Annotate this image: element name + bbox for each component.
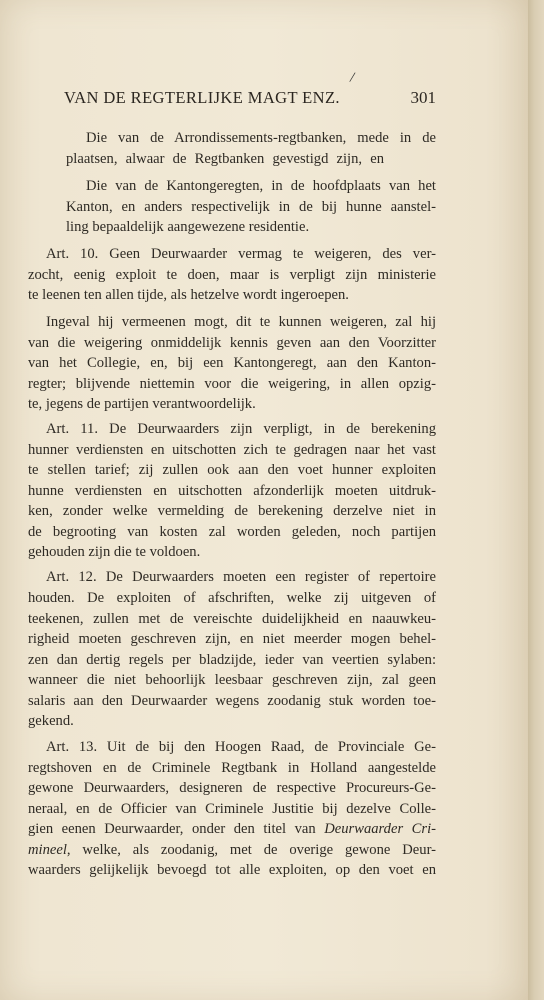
text-line: regter; blijvende niettemin voor die weigering, in allen opzig-	[28, 376, 436, 392]
pencil-mark: /	[348, 69, 356, 87]
text-line: gewone Deurwaarders, designeren de respective Procureurs-Ge-	[28, 780, 436, 796]
text-line: Art. 11. De Deurwaarders zijn verpligt, in de berekening	[46, 421, 436, 437]
text-line: regtshoven en de Criminele Regtbank in Holland aangestelde	[28, 760, 436, 776]
text-line: Art. 13. Uit de bij den Hoogen Raad, de Provinciale Ge-	[46, 739, 436, 755]
text-line: zen dan dertig regels per bladzijde, ieder van veertien sylaben:	[28, 652, 436, 668]
text-line: gien eenen Deurwaarder, onder den titel van Deurwaarder Cri-	[28, 821, 436, 837]
text-line: de begrooting van kosten zal worden geleden, noch partijen	[28, 524, 436, 540]
text-line: gehouden zijn die te voldoen.	[28, 544, 201, 560]
text-line: houden. De exploiten of afschriften, welke zij uitgeven of	[28, 590, 436, 606]
text-line: te leenen ten allen tijde, als hetzelve wordt ingeroepen.	[28, 287, 349, 303]
text-line: salaris aan den Deurwaarder wegens zoodanig stuk worden toe-	[28, 693, 436, 709]
text-line: gekend.	[28, 713, 74, 729]
running-title: VAN DE REGTERLIJKE MAGT ENZ.	[64, 88, 340, 107]
text-line: Art. 10. Geen Deurwaarder vermag te weigeren, des ver-	[46, 246, 436, 262]
running-header	[64, 88, 436, 114]
text-line: righeid moeten geschreven zijn, en niet meerder mogen behel-	[28, 631, 436, 647]
page-number: 301	[410, 88, 436, 107]
text-line: wanneer die niet behoorlijk leesbaar geschreven zijn, zal geen	[28, 672, 436, 688]
text-line: Art. 12. De Deurwaarders moeten een register of repertoire	[46, 569, 436, 585]
text-line: zocht, eenig exploit te doen, maar is verpligt zijn ministerie	[28, 267, 436, 283]
text-line: neraal, en de Officier van Criminele Justitie bij dezelve Colle-	[28, 801, 436, 817]
text-line: ken, zonder welke vermelding de berekening derzelve niet in	[28, 503, 436, 519]
text-line: teekenen, zullen met de vereischte duidelijkheid en naauwkeu-	[28, 611, 436, 627]
text-line: te stellen tarief; zij zullen ook aan den voet hunner exploiten	[28, 462, 436, 478]
text-line: mineel, welke, als zoodanig, met de overige gewone Deur-	[28, 842, 436, 858]
text-line: van het Collegie, en, bij een Kantongeregt, aan den Kanton-	[28, 355, 436, 371]
text-line: te, jegens de partijen verantwoordelijk.	[28, 396, 256, 412]
text-line: van die weigering onmiddelijk kennis geven aan den Voorzitter	[28, 335, 436, 351]
text-line: waarders gelijkelijk bevoegd tot alle exploiten, op den voet en	[28, 862, 436, 878]
text-line: plaatsen, alwaar de Regtbanken gevestigd zijn, en	[66, 151, 384, 167]
page-edge	[528, 0, 544, 1000]
text-line: ling bepaaldelijk aangewezene residentie.	[66, 219, 310, 235]
text-line: Die van de Kantongeregten, in de hoofdplaats van het	[86, 178, 436, 194]
text-line: hunne verdiensten en uitschotten afzonderlijk moeten uitdruk-	[28, 483, 436, 499]
text-line: Die van de Arrondissements-regtbanken, mede in de	[86, 130, 436, 146]
text-line: Ingeval hij vermeenen mogt, dit te kunnen weigeren, zal hij	[46, 314, 436, 330]
text-line: Kanton, en anders respectivelijk in de bij hunne aanstel-	[66, 199, 436, 215]
text-line: hunner verdiensten en uitschotten zich te gedragen naar het vast	[28, 442, 436, 458]
